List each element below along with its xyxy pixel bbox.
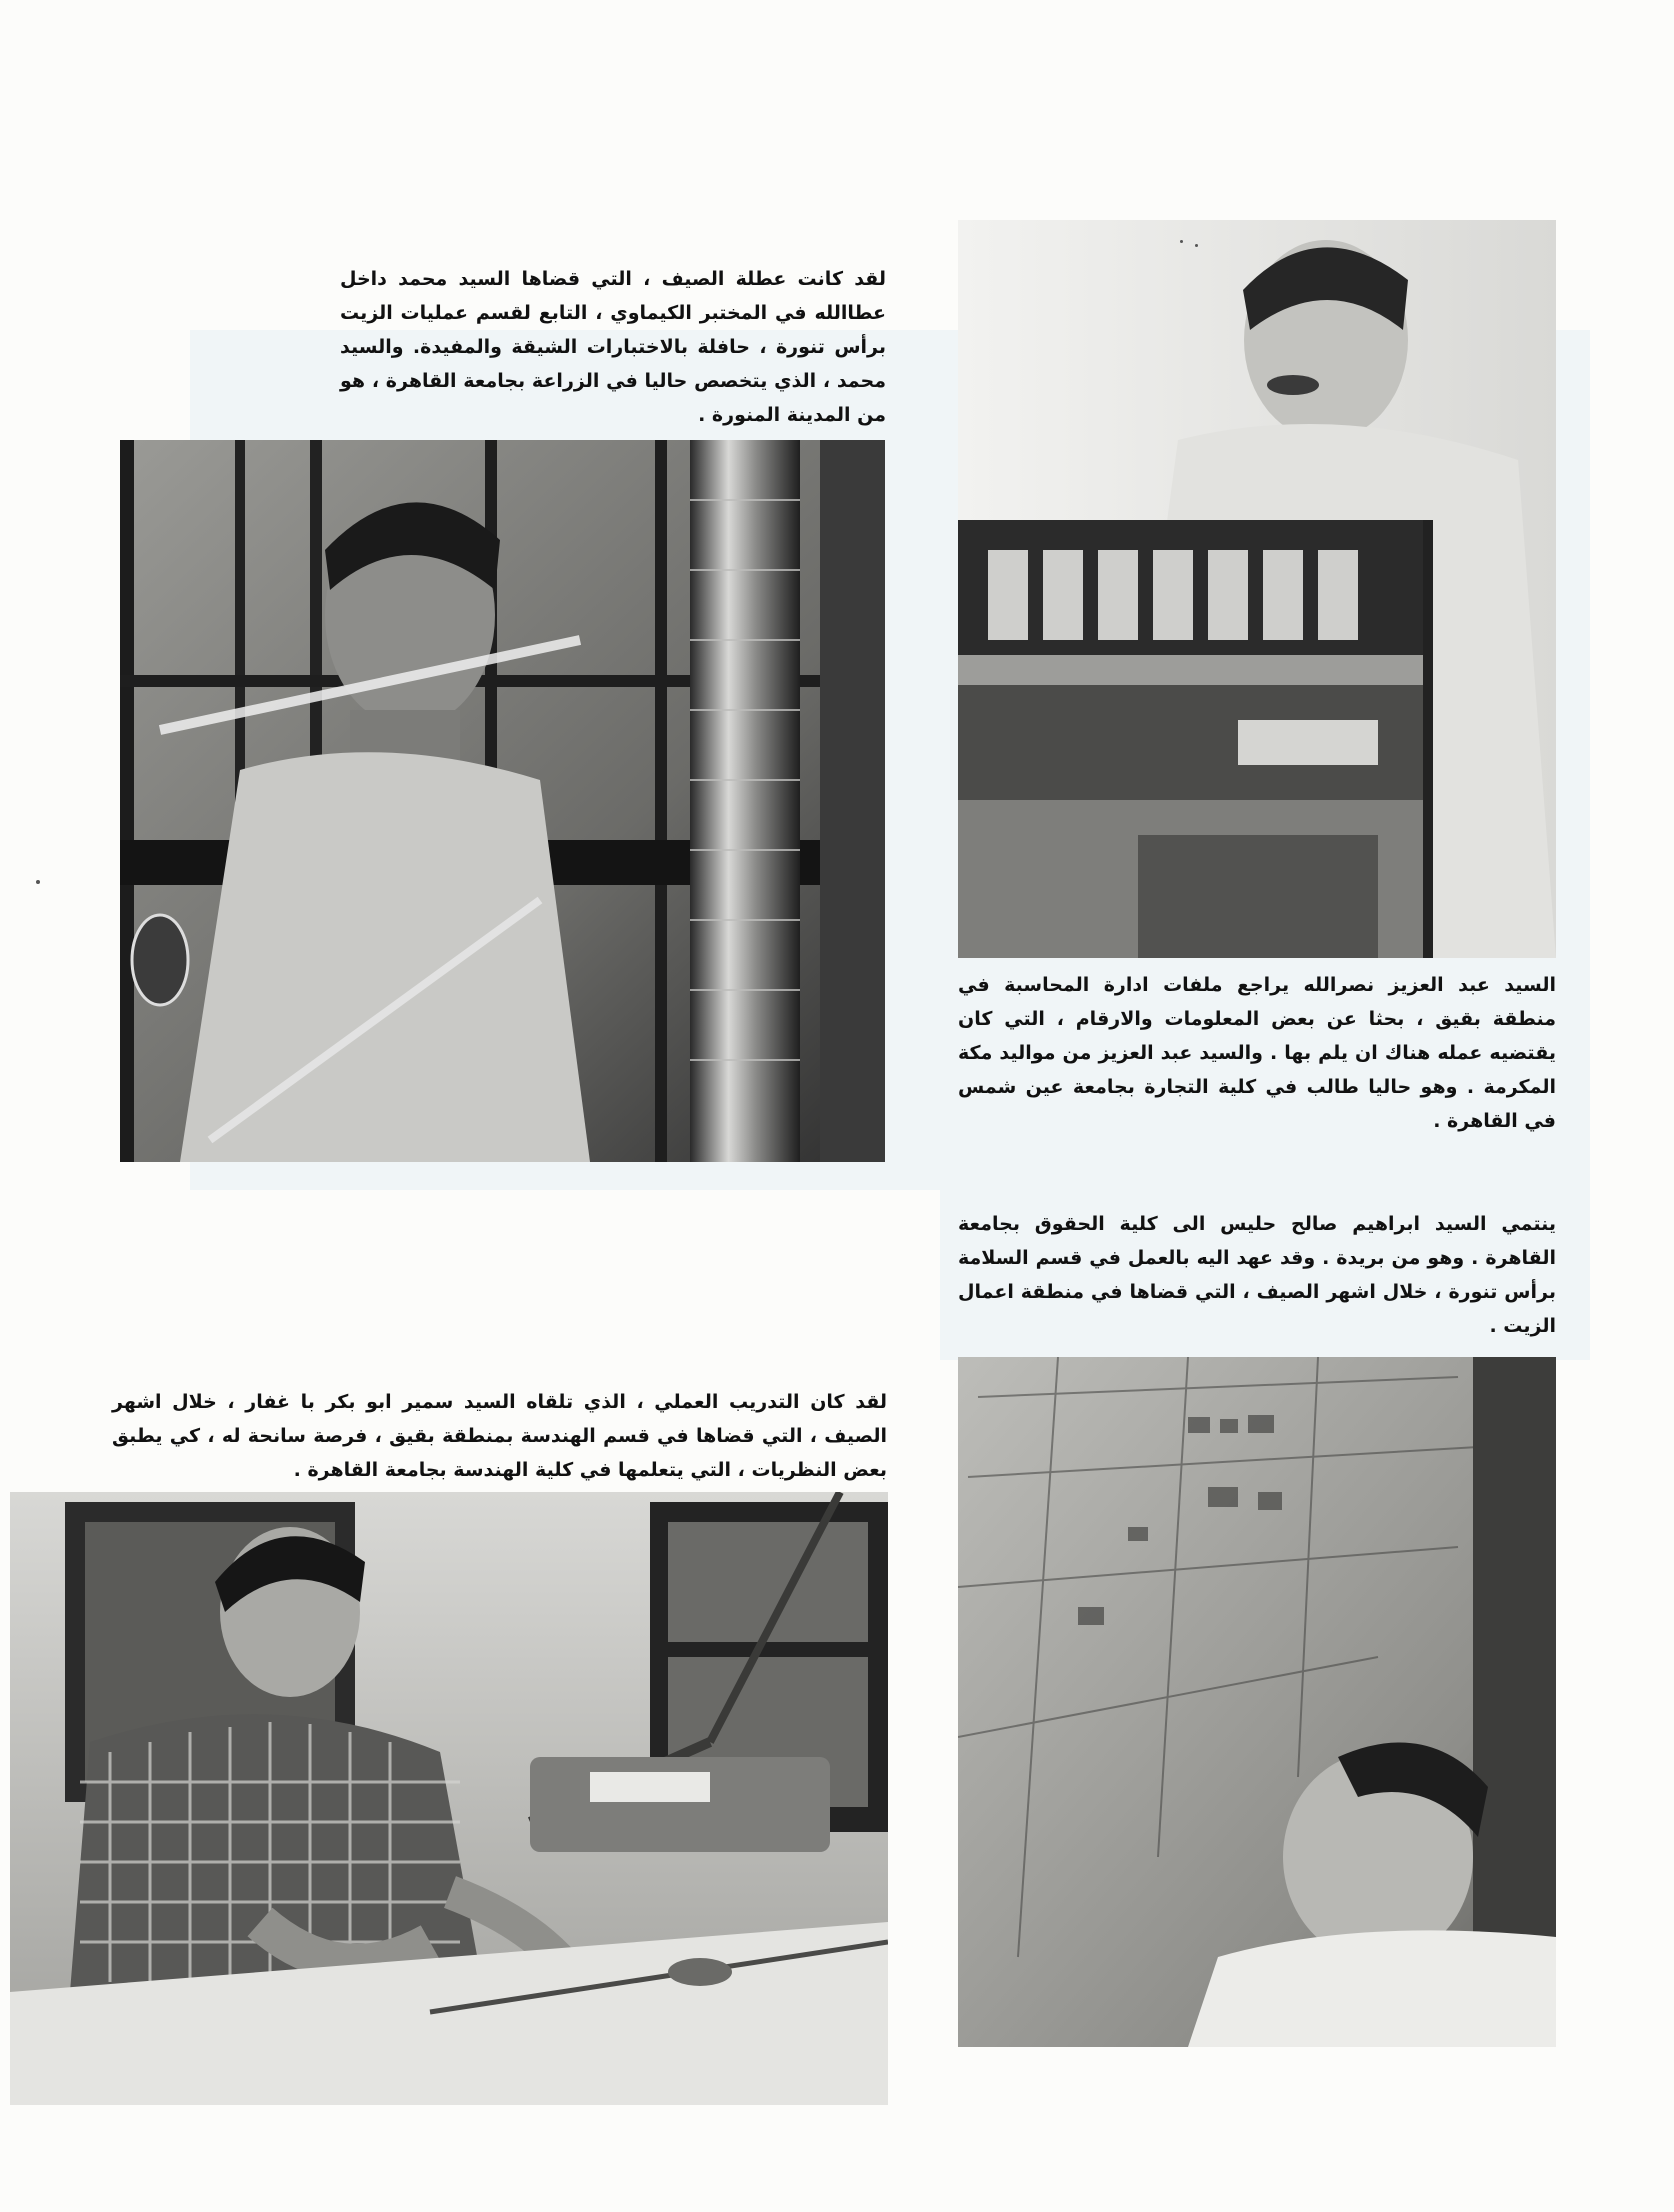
caption-accounting-files: السيد عبد العزيز نصرالله يراجع ملفات ادارة المحاسبة في منطقة بقيق ، بحثا عن بعض المعلومات والارقام ، التي كان يقتضيه عمله هناك ان يلم بها . والسيد عبد العزيز من مواليد مكة المكرمة . وهو حاليا طالب في كلية التجارة بجامعة عين شمس في القاهرة . [958,974,1556,1132]
print-speck [1180,240,1183,243]
photo-accounting-files [958,220,1556,958]
photo-map-wall [958,1357,1556,2047]
caption-law-student: ينتمي السيد ابراهيم صالح حليس الى كلية الحقوق بجامعة القاهرة . وهو من بريدة . وقد عهد اليه بالعمل في قسم السلامة برأس تنورة ، خلال اشهر الصيف ، التي قضاها في منطقة اعمال الزيت . [958,1213,1556,1337]
caption-engineering-training: لقد كان التدريب العملي ، الذي تلقاه السيد سمير ابو بكر با غفار ، خلال اشهر الصيف ، التي قضاها في قسم الهندسة بمنطقة بقيق ، فرصة سانحة له ، كي يطبق بعض النظريات ، التي يتعلمها في كلية الهندسة بجامعة القاهرة . [112,1391,887,1481]
print-speck [36,880,40,884]
print-speck [1195,244,1198,247]
caption-chemistry-lab: لقد كانت عطلة الصيف ، التي قضاها السيد محمد داخل عطاالله في المختبر الكيماوي ، التابع لقسم عمليات الزيت برأس تنورة ، حافلة بالاختبارات الشيقة والمفيدة. والسيد محمد ، الذي يتخصص حاليا في الزراعة بجامعة القاهرة ، هو من المدينة المنورة . [340,268,886,426]
photo-engineering-drafting [10,1492,888,2105]
photo-chemistry-lab [120,440,885,1162]
